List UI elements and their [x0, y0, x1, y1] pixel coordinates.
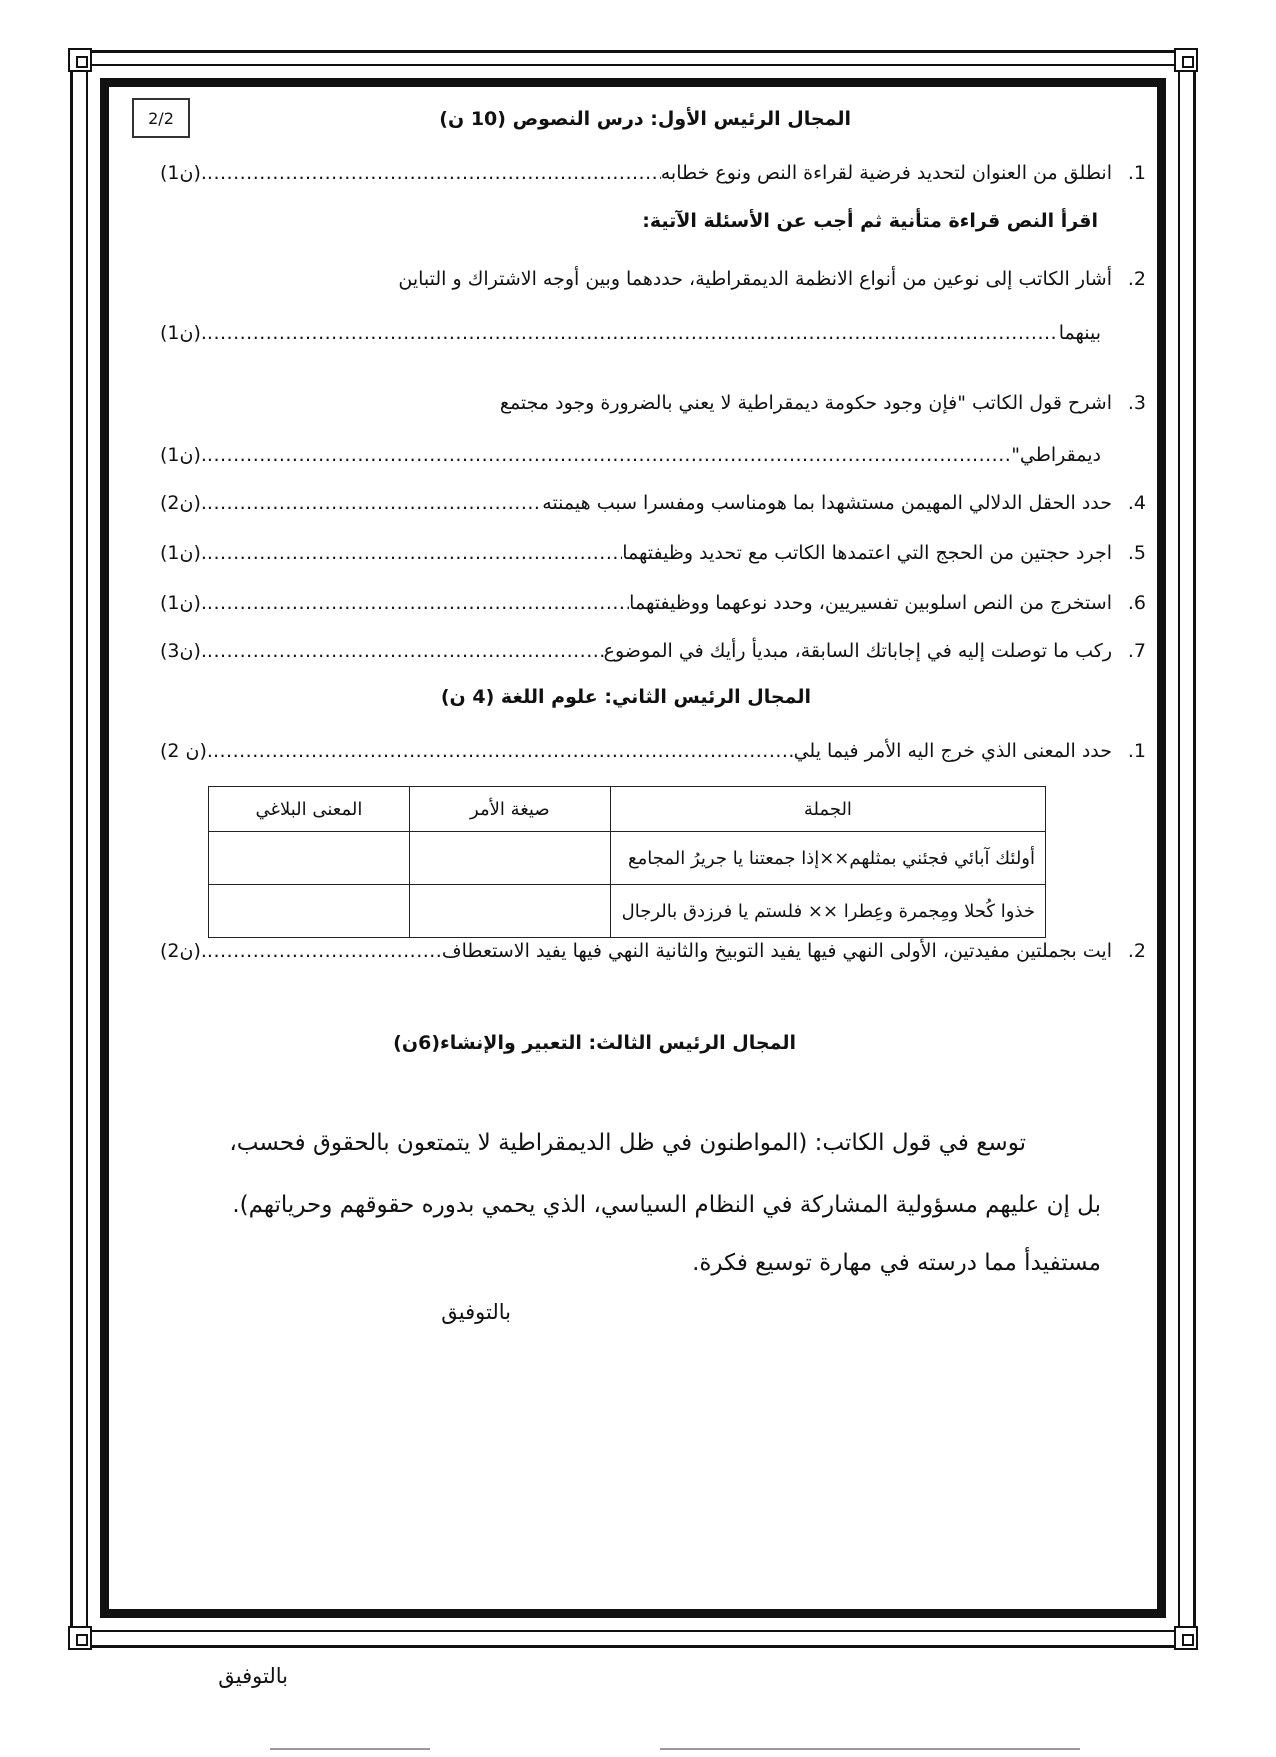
- question-points: (3ن).: [160, 640, 207, 662]
- imperative-analysis-table: [208, 786, 1046, 938]
- question-2-1: [160, 740, 1146, 762]
- essay-prompt-line-3: مستفيدأ مما درسته في مهارة توسيع فكرة.: [692, 1250, 1101, 1276]
- question-1-7: [160, 640, 1146, 662]
- question-1-3-continuation: [160, 444, 1101, 466]
- question-points: (2ن).: [160, 940, 207, 962]
- section3-heading: المجال الرئيس الثالث: التعبير والإنشاء(6ن): [393, 1032, 796, 1054]
- question-text: حدد المعنى الذي خرج اليه الأمر فيما يلي: [793, 740, 1112, 762]
- question-number: .4: [1127, 492, 1146, 514]
- scan-edge-line: [270, 1748, 430, 1750]
- corner-ornament-top-left: [68, 48, 92, 72]
- table-header: صيغة الأمر: [409, 787, 610, 832]
- question-text: انطلق من العنوان لتحديد فرضية لقراءة النص ونوع خطابه: [660, 162, 1112, 184]
- question-number: .3: [1127, 392, 1146, 414]
- question-text: اشرح قول الكاتب "فإن وجود حكومة ديمقراطية لا يعني بالضرورة وجود مجتمع: [499, 392, 1112, 414]
- question-text: استخرج من النص اسلوبين تفسيريين، وحدد نوعهما ووظيفتهما: [629, 592, 1112, 614]
- question-text: ركب ما توصلت إليه في إجاباتك السابقة، مبديأ رأيك في الموضوع: [603, 640, 1112, 662]
- table-cell: خذوا كُحلا ومِجمرة وعِطرا ×× فلستم يا فرزدق بالرجال: [610, 885, 1045, 938]
- question-number: .7: [1127, 640, 1146, 662]
- answer-dots: [213, 740, 794, 762]
- question-points: (1ن).: [160, 542, 207, 564]
- section1-heading: المجال الرئيس الأول: درس النصوص (10 ن): [439, 108, 851, 130]
- answer-dots: [207, 162, 661, 184]
- question-1-2-continuation: [160, 322, 1101, 344]
- table-cell: [209, 885, 410, 938]
- question-points: (1ن).: [160, 444, 207, 466]
- table-header-row: [209, 787, 1046, 832]
- question-points: (2 ن).: [160, 740, 213, 762]
- question-points: (2ن).: [160, 492, 207, 514]
- question-number: .6: [1127, 592, 1146, 614]
- answer-dots: [207, 542, 622, 564]
- essay-prompt-line-1: توسع في قول الكاتب: (المواطنون في ظل الديمقراطية لا يتمتعون بالحقوق فحسب،: [229, 1130, 1026, 1156]
- corner-ornament-bottom-right: [1174, 1626, 1198, 1650]
- closing-text: بالتوفيق: [441, 1300, 511, 1324]
- table-cell: [409, 885, 610, 938]
- question-text: ايت بجملتين مفيدتين، الأولى النهي فيها يفيد التوبيخ والثانية النهي فيها يفيد الاستعطاف: [441, 940, 1112, 962]
- table-cell: [209, 832, 410, 885]
- corner-ornament-top-right: [1174, 48, 1198, 72]
- answer-dots: [207, 322, 1059, 344]
- table-header: الجملة: [610, 787, 1045, 832]
- section2-heading: المجال الرئيس الثاني: علوم اللغة (4 ن): [440, 686, 811, 708]
- table-header: المعنى البلاغي: [209, 787, 410, 832]
- question-number: .1: [1127, 162, 1146, 184]
- answer-dots: [207, 940, 442, 962]
- question-text: حدد الحقل الدلالي المهيمن مستشهدا بما هومناسب ومفسرا سبب هيمنته: [542, 492, 1112, 514]
- answer-dots: [207, 640, 604, 662]
- question-number: .5: [1127, 542, 1146, 564]
- question-1-5: [160, 542, 1146, 564]
- corner-ornament-bottom-left: [68, 1626, 92, 1650]
- question-number: .2: [1127, 268, 1146, 290]
- question-text: اجرد حجتين من الحجج التي اعتمدها الكاتب مع تحديد وظيفتهما: [622, 542, 1112, 564]
- footer-closing-text: بالتوفيق: [218, 1664, 288, 1688]
- question-1-6: [160, 592, 1146, 614]
- scan-edge-line: [660, 1748, 1080, 1750]
- question-text: أشار الكاتب إلى نوعين من أنواع الانظمة الديمقراطية، حددهما وبين أوجه الاشتراك و التباين: [398, 268, 1112, 290]
- table-row: [209, 885, 1046, 938]
- page-number: 2/2: [132, 98, 190, 138]
- question-number: .1: [1127, 740, 1146, 762]
- question-1-4: [160, 492, 1146, 514]
- question-1-3: [160, 392, 1146, 414]
- essay-prompt-line-2: بل إن عليهم مسؤولية المشاركة في النظام السياسي، الذي يحمي بدوره حقوقهم وحرياتهم).: [232, 1192, 1101, 1218]
- answer-dots: [207, 492, 542, 514]
- answer-dots: [207, 592, 629, 614]
- question-text: بينهما: [1058, 322, 1101, 344]
- reading-instruction: اقرأ النص قراءة متأنية ثم أجب عن الأسئلة الآتية:: [642, 210, 1098, 232]
- table-cell: [409, 832, 610, 885]
- question-number: .2: [1127, 940, 1146, 962]
- question-points: (1ن).: [160, 162, 207, 184]
- question-1-1: [160, 162, 1146, 184]
- question-points: (1ن).: [160, 592, 207, 614]
- table-row: [209, 832, 1046, 885]
- question-1-2: [250, 268, 1146, 290]
- question-2-2: [160, 940, 1146, 962]
- table-cell: أولئك آبائي فجئني بمثلهم××إذا جمعتنا يا جريرُ المجامع: [610, 832, 1045, 885]
- answer-dots: [207, 444, 1011, 466]
- question-text: ديمقراطي": [1011, 444, 1101, 466]
- question-points: (1ن).: [160, 322, 207, 344]
